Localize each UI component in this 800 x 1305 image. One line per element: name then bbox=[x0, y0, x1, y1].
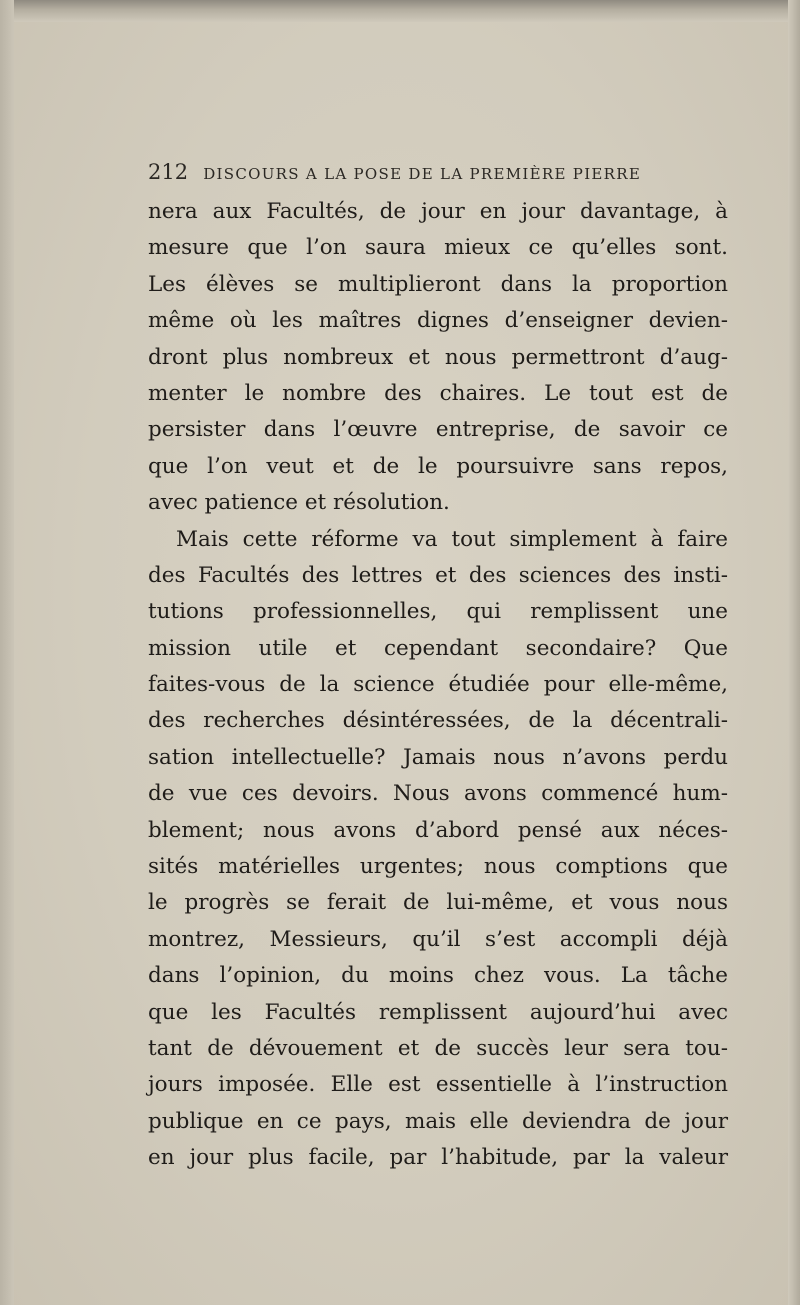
text-line: des recherches désintéressées, de la décentrali- bbox=[148, 708, 728, 734]
text-line: sation intellectuelle? Jamais nous n’avons perdu bbox=[148, 744, 728, 770]
text-line: montrez, Messieurs, qu’il s’est accompli déjà bbox=[148, 926, 728, 952]
text-line: menter le nombre des chaires. Le tout est de bbox=[148, 380, 728, 406]
text-line: persister dans l’œuvre entreprise, de savoir ce bbox=[148, 417, 728, 443]
running-title: DISCOURS A LA POSE DE LA PREMIÈRE PIERRE bbox=[203, 165, 642, 183]
text-line: mission utile et cependant secondaire? Que bbox=[148, 635, 728, 661]
running-head bbox=[148, 160, 728, 186]
text-line: même où les maîtres dignes d’enseigner devien- bbox=[148, 308, 728, 334]
text-line: dront plus nombreux et nous permettront d’aug- bbox=[148, 344, 728, 370]
text-line: Les élèves se multiplieront dans la proportion bbox=[148, 271, 728, 297]
page-top-edge bbox=[0, 0, 800, 22]
text-line: sités matérielles urgentes; nous comptions que bbox=[148, 854, 728, 880]
text-line: faites-vous de la science étudiée pour elle-même, bbox=[148, 672, 728, 698]
body-text bbox=[148, 194, 728, 1177]
text-line: dans l’opinion, du moins chez vous. La tâche bbox=[148, 963, 728, 989]
page-left-edge bbox=[0, 0, 14, 1305]
paragraph-first-line: Mais cette réforme va tout simplement à faire bbox=[176, 526, 728, 552]
text-line: le progrès se ferait de lui-même, et vous nous bbox=[148, 890, 728, 916]
text-line: jours imposée. Elle est essentielle à l’instruction bbox=[148, 1072, 728, 1098]
paragraph-last-line: avec patience et résolution. bbox=[148, 490, 450, 516]
text-line: mesure que l’on saura mieux ce qu’elles sont. bbox=[148, 235, 728, 261]
text-line: blement; nous avons d’abord pensé aux néces- bbox=[148, 817, 728, 843]
text-line: de vue ces devoirs. Nous avons commencé hum- bbox=[148, 781, 728, 807]
text-line: en jour plus facile, par l’habitude, par la valeur bbox=[148, 1145, 728, 1171]
text-line: nera aux Facultés, de jour en jour davantage, à bbox=[148, 199, 728, 224]
page-number: 212 bbox=[148, 160, 189, 184]
text-line: tutions professionnelles, qui remplissent une bbox=[148, 599, 728, 625]
text-line: des Facultés des lettres et des sciences des insti- bbox=[148, 562, 728, 588]
text-line: que l’on veut et de le poursuivre sans repos, bbox=[148, 453, 728, 479]
text-line: publique en ce pays, mais elle deviendra de jour bbox=[148, 1108, 728, 1134]
text-line: que les Facultés remplissent aujourd’hui avec bbox=[148, 999, 728, 1025]
text-line: tant de dévouement et de succès leur sera tou- bbox=[148, 1035, 728, 1061]
page-right-edge bbox=[788, 0, 800, 1305]
